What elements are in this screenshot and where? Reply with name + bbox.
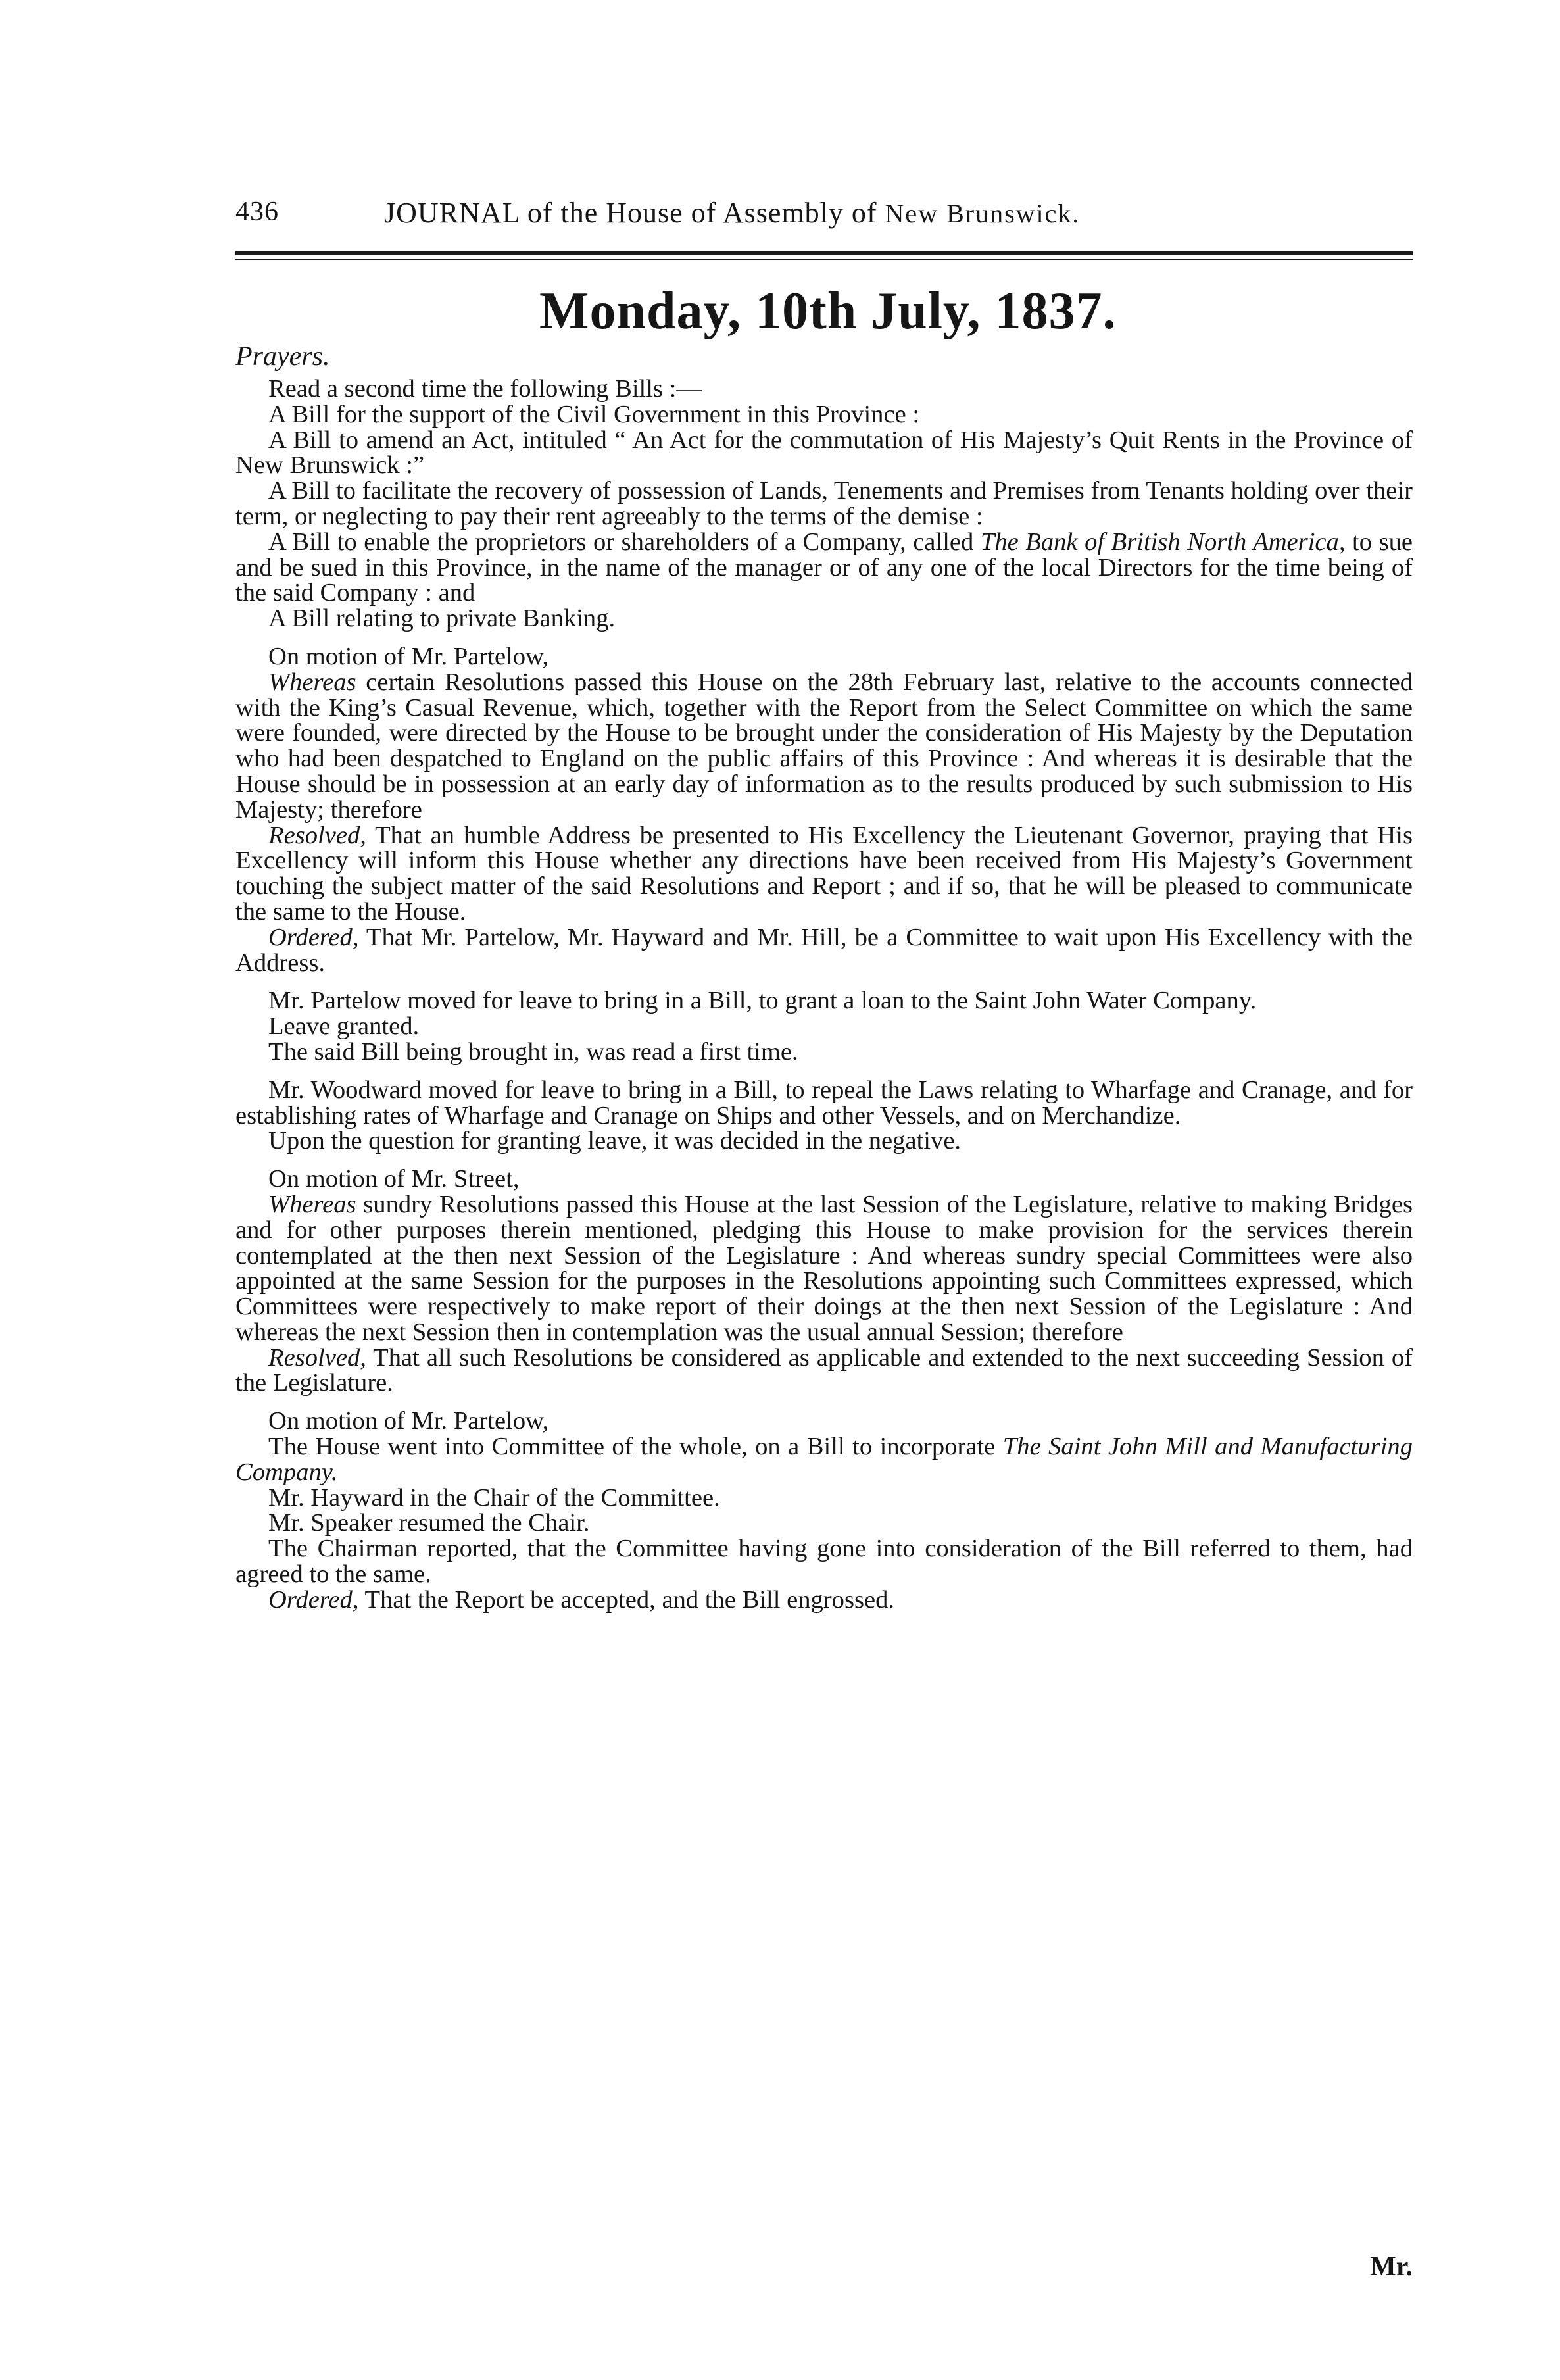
running-head-province: New Brunswick. [885,199,1081,228]
journal-paragraph: On motion of Mr. Partelow, [268,642,549,670]
paragraph-text: That all such Resolutions be considered as applicable and extended to the next succeeding Session of the Legislature. [235,1343,1413,1397]
session-date: Monday, 10th July, 1837. [539,282,1117,340]
journal-word: JOURNAL [384,197,520,229]
paragraph-text: A Bill to enable the proprietors or shareholders of a Company, called [268,528,981,556]
journal-paragraph: On motion of Mr. Partelow, [268,1407,549,1435]
journal-paragraph: Leave granted. [268,1012,420,1041]
italic-phrase: Whereas [268,1190,356,1218]
italic-phrase: Whereas [268,668,356,696]
journal-paragraph: The Chairman reported, that the Committee having gone into consideration of the Bill referred to them, had agreed to the same. [235,1535,1413,1589]
journal-paragraph [235,1192,1413,1345]
italic-phrase: Ordered, [268,923,359,951]
italic-phrase: Resolved, [268,1343,366,1372]
margin-note-prayers: Prayers. [235,341,330,372]
paragraph-text: That an humble Address be presented to His Excellency the Lieutenant Governor, praying that His Excellency will inform this House whether any directions have been received from His Majesty’s Government touching the subject matter of the said Resolutions and Report ; and if so, that he will be pleased to communicate the same to the House. [235,821,1413,926]
journal-paragraph: Upon the question for granting leave, it was decided in the negative. [268,1127,962,1155]
journal-paragraph: Read a second time the following Bills :— [268,375,702,403]
page-number: 436 [235,197,279,227]
journal-paragraph: A Bill for the support of the Civil Government in this Province : [268,400,920,428]
journal-paragraph: Mr. Speaker resumed the Chair. [268,1509,590,1537]
italic-phrase: Resolved, [268,821,366,849]
running-head-title: of the House of Assembly of [527,197,877,229]
journal-paragraph [235,670,1413,823]
page-header [235,196,1413,236]
journal-paragraph: Mr. Woodward moved for leave to bring in a Bill, to repeal the Laws relating to Wharfage and Cranage, and for establishing rates of Wharfage and Cranage on Ships and other Vessels, and on Merchandize. [235,1076,1413,1129]
catchword: Mr. [1370,2252,1413,2282]
journal-paragraph [235,1345,1413,1397]
paragraph-text: That the Report be accepted, and the Bill engrossed. [358,1585,895,1614]
journal-paragraph: On motion of Mr. Street, [268,1165,520,1193]
paragraph-text: That Mr. Partelow, Mr. Hayward and Mr. Hill, be a Committee to wait upon His Excellency with the Address. [235,923,1413,977]
journal-paragraph: Mr. Hayward in the Chair of the Committee. [268,1483,720,1512]
paragraph-text: The House went into Committee of the whole, on a Bill to incorporate [268,1433,1003,1461]
journal-body [235,376,1413,1613]
journal-paragraph: A Bill to amend an Act, intituled “ An Act for the commutation of His Majesty’s Quit Rents in the Province of New Brunswick :” [235,426,1413,480]
italic-phrase: Ordered, [268,1585,359,1614]
journal-paragraph: A Bill relating to private Banking. [268,605,616,633]
italic-phrase: The Bank of British North America, [980,528,1346,556]
journal-paragraph [235,925,1413,976]
journal-paragraph: A Bill to facilitate the recovery of possession of Lands, Tenements and Premises from Tenants holding over their term, or neglecting to pay their rent agreeably to the terms of the demise : [235,477,1413,530]
paragraph-text: certain Resolutions passed this House on the 28th February last, relative to the accounts connected with the King’s Casual Revenue, which, together with the Report from the Select Committee on which the same were founded, were directed by the House to be brought under the consideration of His Majesty by the Deputation who had been despatched to England on the public affairs of this Province : And whereas it is desirable that the House should be in possession at an early day of information as to the results produced by such submission to His Majesty; therefore [235,668,1413,824]
journal-paragraph [235,1434,1413,1485]
italic-phrase: The Saint John Mill and Manufacturing Company. [235,1433,1413,1486]
journal-paragraph [235,823,1413,925]
paragraph-text: to sue and be sued in this Province, in the name of the manager or of any one of the local Directors for the time being of the said Company : and [235,528,1413,607]
journal-paragraph: Mr. Partelow moved for leave to bring in a Bill, to grant a loan to the Saint John Water Company. [268,987,1257,1015]
running-head [384,196,1080,230]
header-rule-thin [235,259,1413,260]
header-rule-thick [235,251,1413,255]
journal-paragraph [235,530,1413,606]
journal-paragraph [235,1587,1413,1613]
paragraph-text: sundry Resolutions passed this House at the last Session of the Legislature, relative to making Bridges and for other purposes therein mentioned, pledging this House to make provision for the services therein contemplated at the then next Session of the Legislature : And whereas sundry special Committees were also appointed at the same Session for the purposes in the Resolutions appointing such Committees expressed, which Committees were respectively to make report of their doings at the then next Session of the Legislature : And whereas the next Session then in contemplation was the usual annual Session; therefore [235,1190,1413,1346]
journal-paragraph: The said Bill being brought in, was read a first time. [268,1037,798,1066]
